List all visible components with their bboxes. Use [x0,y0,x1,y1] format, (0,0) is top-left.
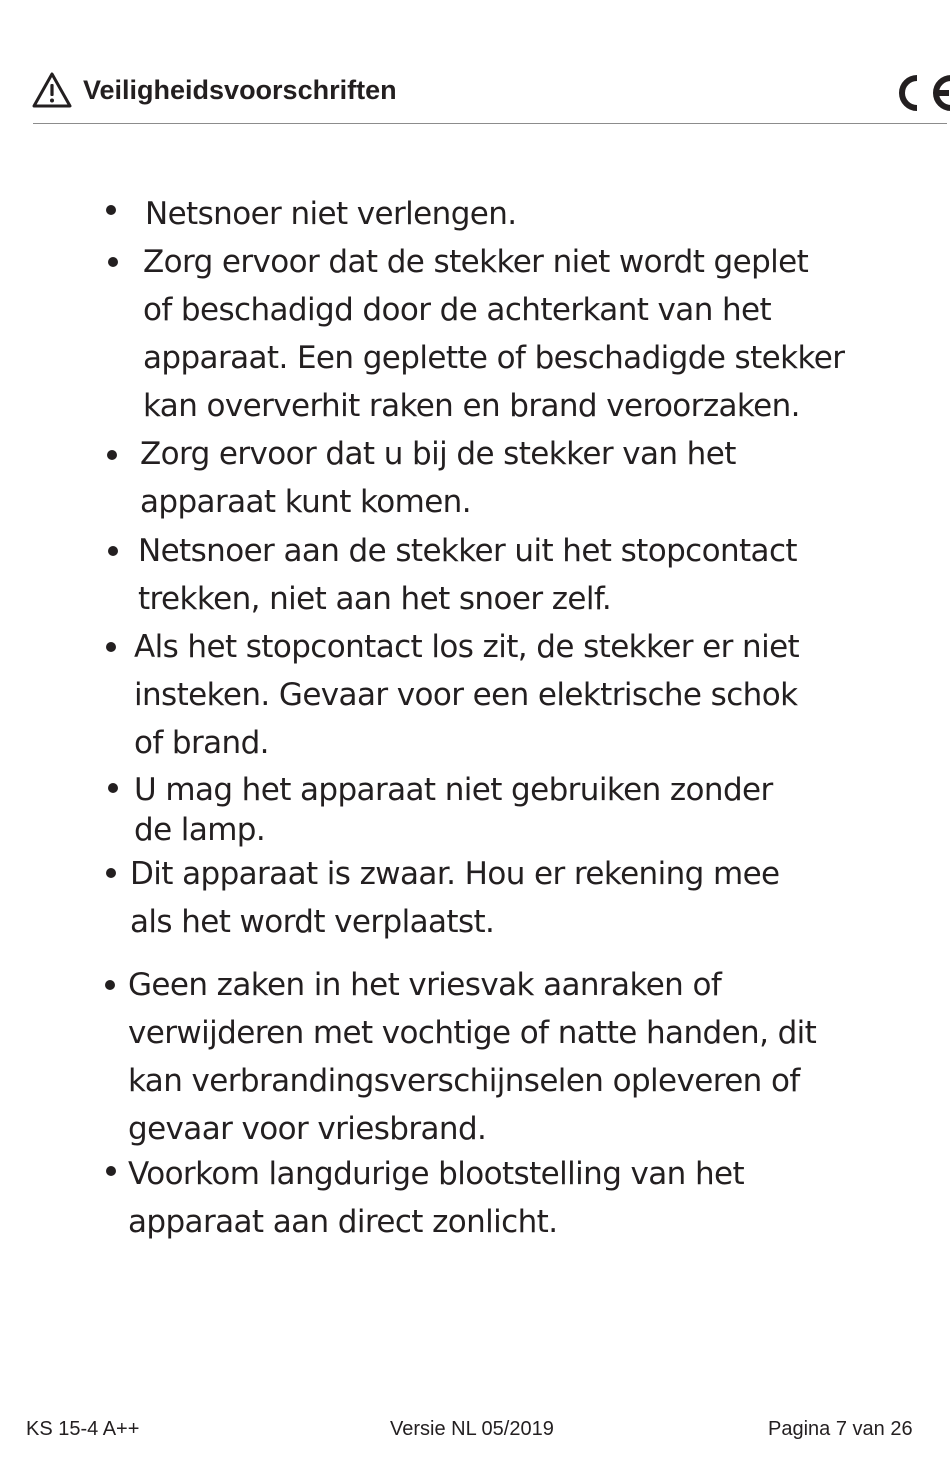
footer-model: KS 15-4 A++ [26,1418,140,1440]
list-item-text-line: Netsnoer niet verlengen. [145,196,517,232]
bullet-dot-icon [106,642,116,652]
footer-page-number: Pagina 7 van 26 [768,1418,913,1440]
list-item-text-line: apparaat kunt komen. [140,484,471,520]
list-item-text-line: U mag het apparaat niet gebruiken zonder [134,772,773,808]
list-item-text-line: Zorg ervoor dat de stekker niet wordt geplet [143,244,809,280]
list-item-text-line: apparaat aan direct zonlicht. [128,1204,558,1240]
list-item-text-line: apparaat. Een geplette of beschadigde stekker [143,340,845,376]
bullet-dot-icon [106,868,116,878]
list-item-text-line: of beschadigd door de achterkant van het [143,292,772,328]
list-item-text-line: Als het stopcontact los zit, de stekker er niet [134,629,800,665]
list-item-text-line: gevaar voor vriesbrand. [128,1111,487,1147]
list-item-text-line: als het wordt verplaatst. [130,904,495,940]
list-item-text-line: Dit apparaat is zwaar. Hou er rekening mee [130,856,780,892]
bullet-dot-icon [108,546,118,556]
list-item-text-line: Geen zaken in het vriesvak aanraken of [128,967,722,1003]
list-item-text-line: insteken. Gevaar voor een elektrische schok [134,677,798,713]
bullet-dot-icon [105,980,115,990]
bullet-dot-icon [108,783,118,793]
bullet-dot-icon [107,450,117,460]
bullet-dot-icon [106,205,116,215]
page-title: Veiligheidsvoorschriften [83,75,397,105]
list-item-text-line: kan oververhit raken en brand veroorzaken. [143,388,800,424]
list-item-text-line: de lamp. [134,812,266,848]
bullet-dot-icon [108,257,118,267]
list-item-text-line: Netsnoer aan de stekker uit het stopcontact [138,533,797,569]
list-item-text-line: of brand. [134,725,269,761]
list-item-text-line: kan verbrandingsverschijnselen opleveren of [128,1063,800,1099]
list-item-text-line: trekken, niet aan het snoer zelf. [138,581,612,617]
list-item-text-line: verwijderen met vochtige of natte handen, dit [128,1015,817,1051]
list-item-text-line: Voorkom langdurige blootstelling van het [128,1156,745,1192]
bullet-dot-icon [106,1166,116,1176]
list-item-text-line: Zorg ervoor dat u bij de stekker van het [140,436,736,472]
footer-version: Versie NL 05/2019 [390,1418,554,1440]
